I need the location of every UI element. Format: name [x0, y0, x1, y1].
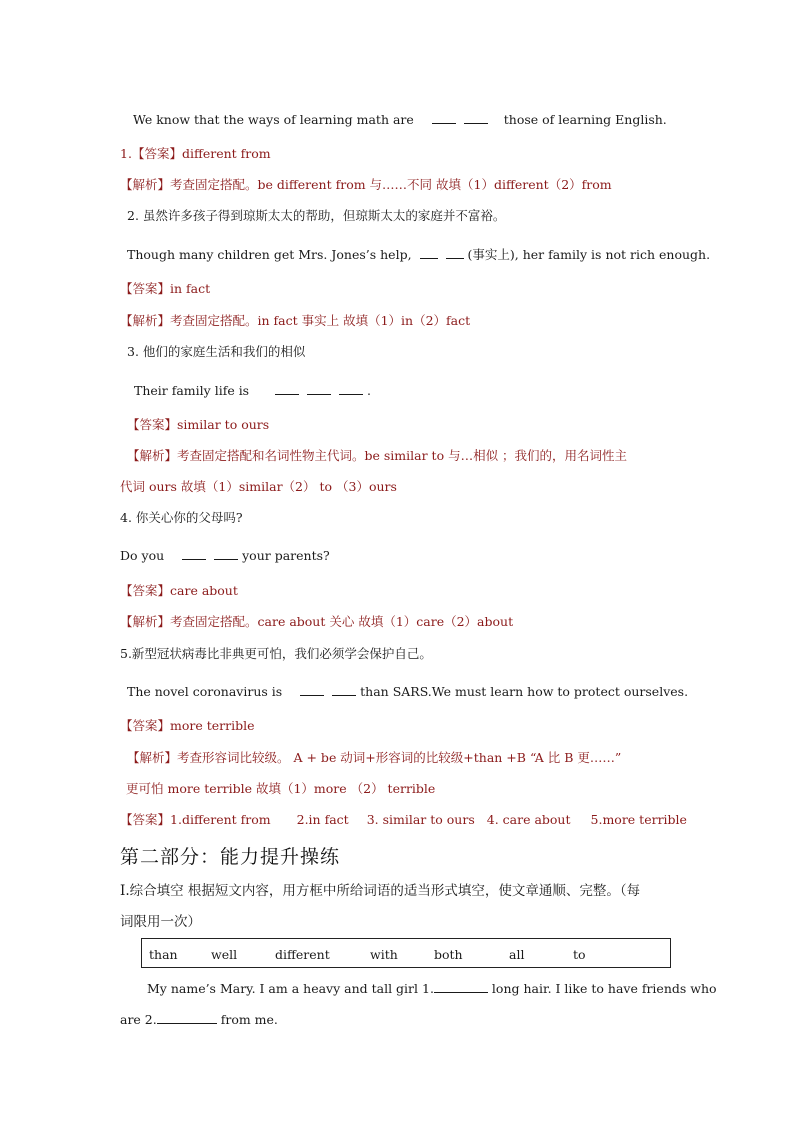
explanation-3: [127, 448, 627, 464]
section-1-instructions-cont: 词限用一次）: [120, 914, 201, 930]
word-box-item: both: [434, 947, 463, 962]
blank: [332, 683, 356, 696]
answer-text: more terrible: [170, 718, 255, 733]
answer-1: [120, 146, 271, 162]
summary-item: 3. similar to ours: [366, 812, 475, 827]
answer-2: [120, 281, 210, 297]
question-3: 3. 他们的家庭生活和我们的相似: [127, 344, 306, 359]
answer-3: [127, 417, 269, 433]
sentence-after: your parents?: [242, 548, 330, 563]
sentence-after: (事实上), her family is not rich enough.: [467, 247, 711, 262]
answer-text: in fact: [170, 281, 211, 296]
passage-text: My name’s Mary. I am a heavy and tall girl 1.: [147, 981, 434, 996]
explanation-text: 考查固定搭配。care about 关心 故填（1）care（2）about: [170, 614, 514, 629]
answer-5: [120, 718, 255, 734]
answer-4: [120, 583, 238, 599]
sentence-5: [127, 683, 688, 700]
sentence-before: The novel coronavirus is: [127, 684, 283, 699]
blank: [464, 111, 488, 124]
word-box: [141, 938, 671, 968]
answer-text: care about: [170, 583, 238, 598]
explanation-tag: 【解析】: [127, 750, 178, 765]
explanation-text: 考查固定搭配。be different from 与……不同 故填（1）different（2）from: [170, 177, 612, 192]
word-box-item: well: [211, 947, 238, 962]
explanation-tag: 【解析】: [120, 614, 171, 629]
explanation-tag: 【解析】: [120, 177, 171, 192]
summary-item: 5.more terrible: [590, 812, 687, 827]
intro-before: We know that the ways of learning math are: [133, 112, 414, 127]
sentence-4: [120, 547, 330, 564]
section-1-instructions: Ⅰ.综合填空 根据短文内容，用方框中所给词语的适当形式填空，使文章通顺、完整。（每: [120, 883, 641, 899]
passage-text: from me.: [220, 1012, 278, 1027]
passage-text: are 2.: [120, 1012, 157, 1027]
question-2: 2. 虽然许多孩子得到琼斯太太的帮助，但琼斯太太的家庭并不富裕。: [127, 208, 506, 223]
word-box-item: than: [149, 947, 178, 962]
answer-tag: 【答案】: [131, 146, 182, 161]
intro-after: those of learning English.: [503, 112, 667, 127]
explanation-1: [120, 177, 612, 193]
sentence-3: [134, 382, 371, 399]
summary-item: 1.different from: [170, 812, 271, 827]
sentence-before: Though many children get Mrs. Jones’s help,: [127, 247, 412, 262]
explanation-2: [120, 313, 470, 329]
blank: [157, 1011, 217, 1024]
sentence-after: .: [367, 383, 372, 398]
answer-tag: 【答案】: [120, 718, 171, 733]
passage-text: long hair. I like to have friends who: [491, 981, 717, 996]
blank: [214, 547, 238, 560]
answer-summary: [120, 812, 687, 828]
word-box-item: all: [509, 947, 525, 962]
explanation-text: 考查固定搭配。in fact 事实上 故填（1）in（2）fact: [170, 313, 471, 328]
summary-item: 2.in fact: [296, 812, 349, 827]
question-4: 4. 你关心你的父母吗?: [120, 510, 243, 525]
answer-number: 1.: [120, 146, 132, 161]
explanation-4: [120, 614, 513, 630]
blank: [434, 980, 488, 993]
passage-line-1: [147, 980, 717, 997]
word-box-item: different: [275, 947, 330, 962]
summary-item: 4. care about: [486, 812, 571, 827]
question-5: 5.新型冠状病毒比非典更可怕，我们必须学会保护自己。: [120, 646, 432, 661]
explanation-3-cont: 代词 ours 故填（1）similar（2） to （3）ours: [120, 479, 397, 494]
blank: [339, 382, 363, 395]
word-box-item: with: [370, 947, 398, 962]
passage-line-2: [120, 1011, 278, 1028]
sentence-2: [127, 246, 710, 263]
explanation-5-cont: 更可怕 more terrible 故填（1）more （2） terrible: [126, 781, 436, 796]
explanation-tag: 【解析】: [127, 448, 178, 463]
blank: [182, 547, 206, 560]
answer-tag: 【答案】: [120, 583, 171, 598]
explanation-5: [127, 750, 621, 766]
answer-tag: 【答案】: [120, 281, 171, 296]
answer-text: different from: [181, 146, 271, 161]
intro-sentence: [133, 111, 667, 128]
answer-text: similar to ours: [177, 417, 270, 432]
blank: [446, 246, 464, 259]
blank: [275, 382, 299, 395]
word-box-item: to: [573, 947, 586, 962]
part-2-title: 第二部分：能力提升操练: [120, 846, 341, 868]
explanation-tag: 【解析】: [120, 313, 171, 328]
explanation-text: 考查形容词比较级。 A + be 动词+形容词的比较级+than +B “A 比 B 更……”: [177, 750, 622, 765]
explanation-text: 考查固定搭配和名词性物主代词。be similar to 与…相似 ；我们的，用名词性主: [177, 448, 628, 463]
answer-tag: 【答案】: [127, 417, 178, 432]
sentence-before: Do you: [120, 548, 165, 563]
blank: [300, 683, 324, 696]
blank: [307, 382, 331, 395]
answer-tag: 【答案】: [120, 812, 171, 827]
sentence-after: than SARS.We must learn how to protect ourselves.: [360, 684, 689, 699]
blank: [432, 111, 456, 124]
sentence-before: Their family life is: [134, 383, 250, 398]
blank: [420, 246, 438, 259]
